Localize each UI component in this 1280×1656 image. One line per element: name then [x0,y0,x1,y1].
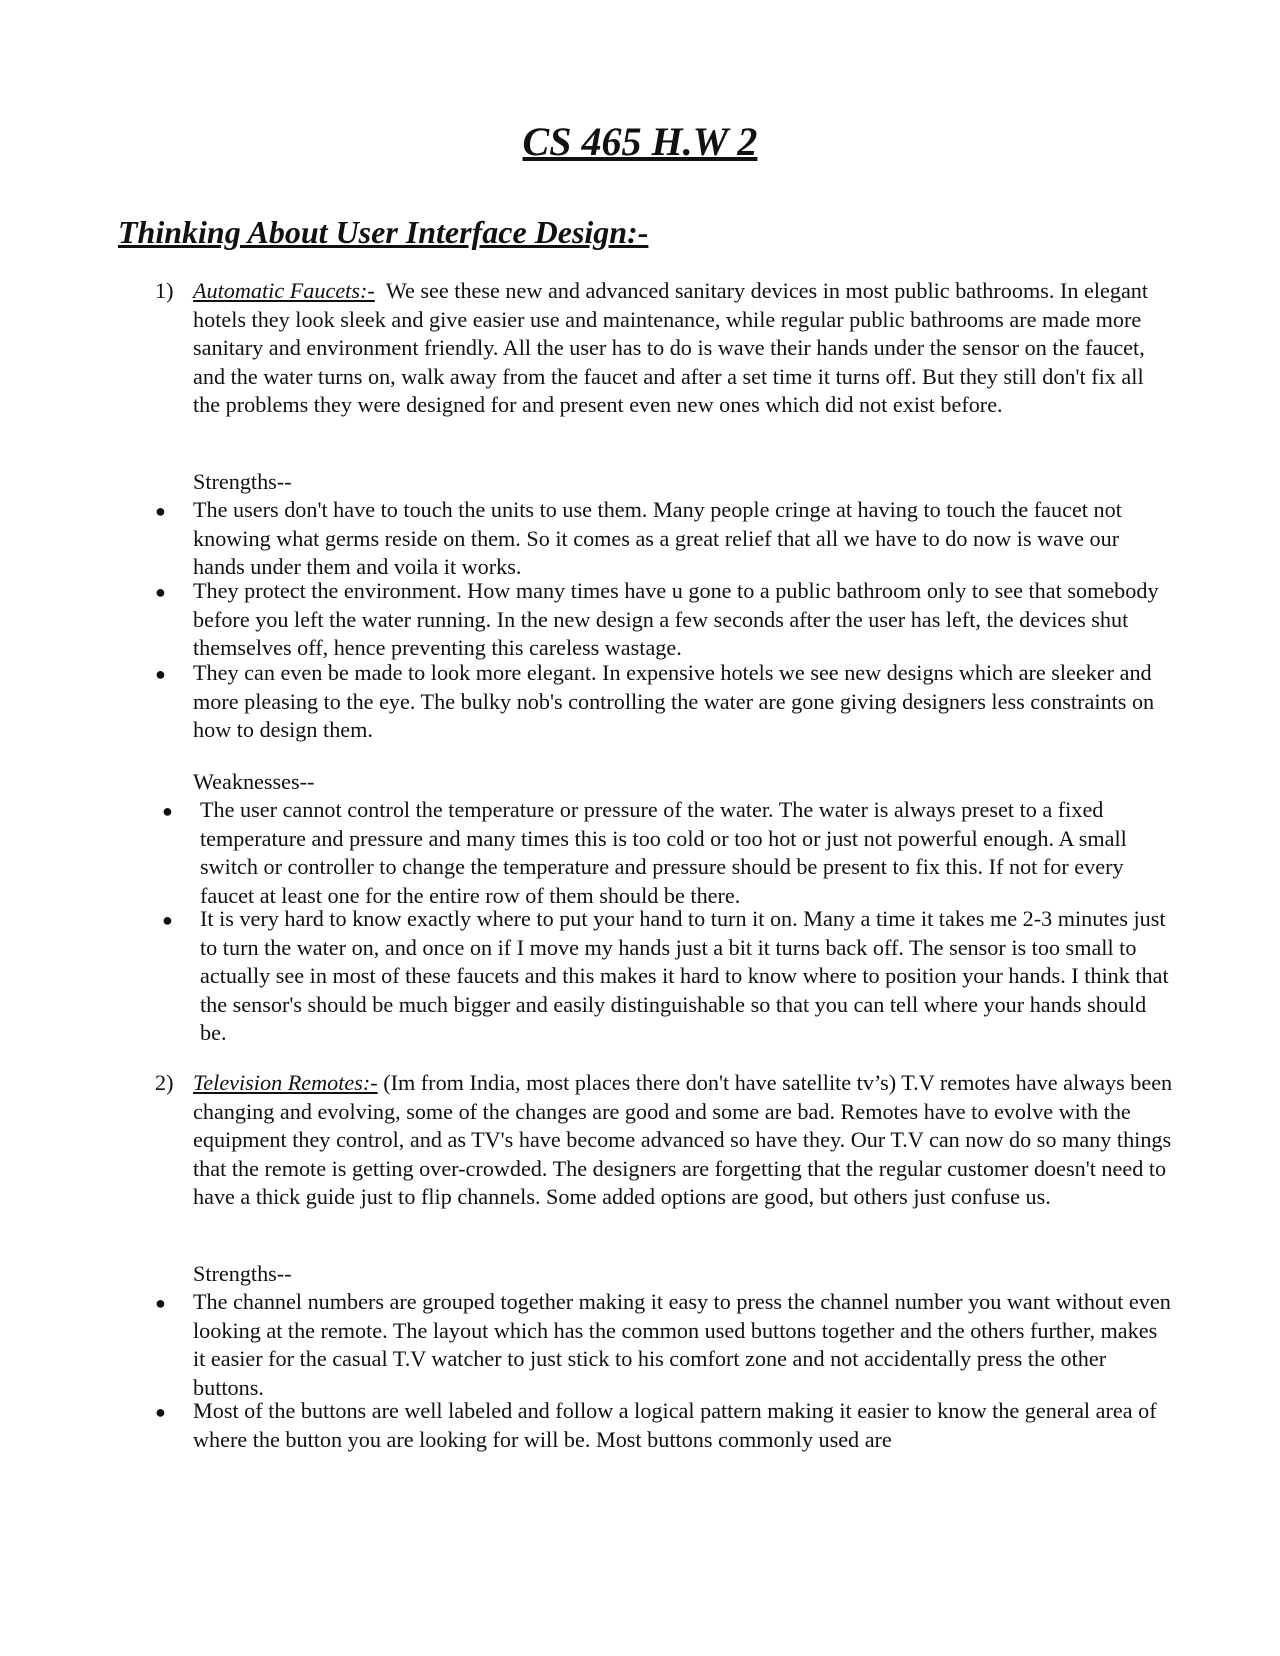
item-number: 1) [155,278,174,303]
bullet-icon: ● [155,501,166,521]
strength-item: They protect the environment. How many times have u gone to a public bathroom only to see that somebody before you left the water running. In the new design a few seconds after the user has left, the devices shut themselves off, hence preventing this careless wastage. [193,578,1159,661]
bullet-icon: ● [155,1402,166,1422]
bullet-icon: ● [162,801,173,821]
bullet-icon: ● [155,664,166,684]
weakness-item: It is very hard to know exactly where to put your hand to turn it on. Many a time it takes me 2-3 minutes just to turn the water on, and once on if I move my hands just a bit it turns back off. The sensor is too small to actually see in most of these faucets and this makes it hard to know where to position your hands. I think that the sensor's should be much bigger and easily distinguishable so that you can tell where your hands should be. [200,906,1169,1046]
strengths-label: Strengths-- [193,469,292,494]
strength-item: The channel numbers are grouped together making it easy to press the channel number you want without even looking at the remote. The layout which has the common used buttons together and the others further, makes it easier for the casual T.V watcher to just stick to his comfort zone and not accidentally press the other buttons. [193,1289,1171,1400]
item-heading: Television Remotes:- [193,1070,378,1095]
weakness-item: The user cannot control the temperature or pressure of the water. The water is always preset to a fixed temperature and pressure and many times this is too cold or too hot or just not powerful enough. A small switch or controller to change the temperature and pressure should be present to fix this. If not for every faucet at least one for the entire row of them should be there. [200,797,1127,908]
strength-item: The users don't have to touch the units to use them. Many people cringe at having to touch the faucet not knowing what germs reside on them. So it comes as a great relief that all we have to do now is wave our hands under them and voila it works. [193,497,1122,580]
bullet-icon: ● [155,582,166,602]
bullet-icon: ● [155,1293,166,1313]
weaknesses-label: Weaknesses-- [193,769,315,794]
bullet-icon: ● [162,910,173,930]
strengths-label: Strengths-- [193,1261,292,1286]
item-heading: Automatic Faucets:- [193,278,375,303]
section-heading: Thinking About User Interface Design:- [118,214,649,250]
strength-item: They can even be made to look more elegant. In expensive hotels we see new designs which are sleeker and more pleasing to the eye. The bulky nob's controlling the water are gone giving designers less constraints on how to design them. [193,660,1155,743]
item-intro-text: We see these new and advanced sanitary devices in most public bathrooms. In elegant hotels they look sleek and give easier use and maintenance, while regular public bathrooms are made more sanitary and environment friendly. All the user has to do is wave their hands under the sensor on the faucet, and the water turns on, walk away from the faucet and after a set time it turns off. But they still don't fix all the problems they were designed for and present even new ones which did not exist before. [193,278,1149,418]
item-number: 2) [155,1070,174,1095]
document-title: CS 465 H.W 2 [522,119,758,164]
strength-item: Most of the buttons are well labeled and follow a logical pattern making it easier to know the general area of where the button you are looking for will be. Most buttons commonly used are [193,1398,1157,1452]
item-intro-paragraph [193,277,1173,420]
item-intro-text: (Im from India, most places there don't have satellite tv’s) T.V remotes have always been changing and evolving, some of the changes are good and some are bad. Remotes have to evolve with the equipment they control, and as TV's have become advanced so have they. Our T.V can now do so many things that the remote is getting over-crowded. The designers are forgetting that the regular customer doesn't need to have a thick guide just to flip channels. Some added options are good, but others just confuse us. [193,1070,1173,1210]
item-intro-paragraph [193,1069,1173,1212]
